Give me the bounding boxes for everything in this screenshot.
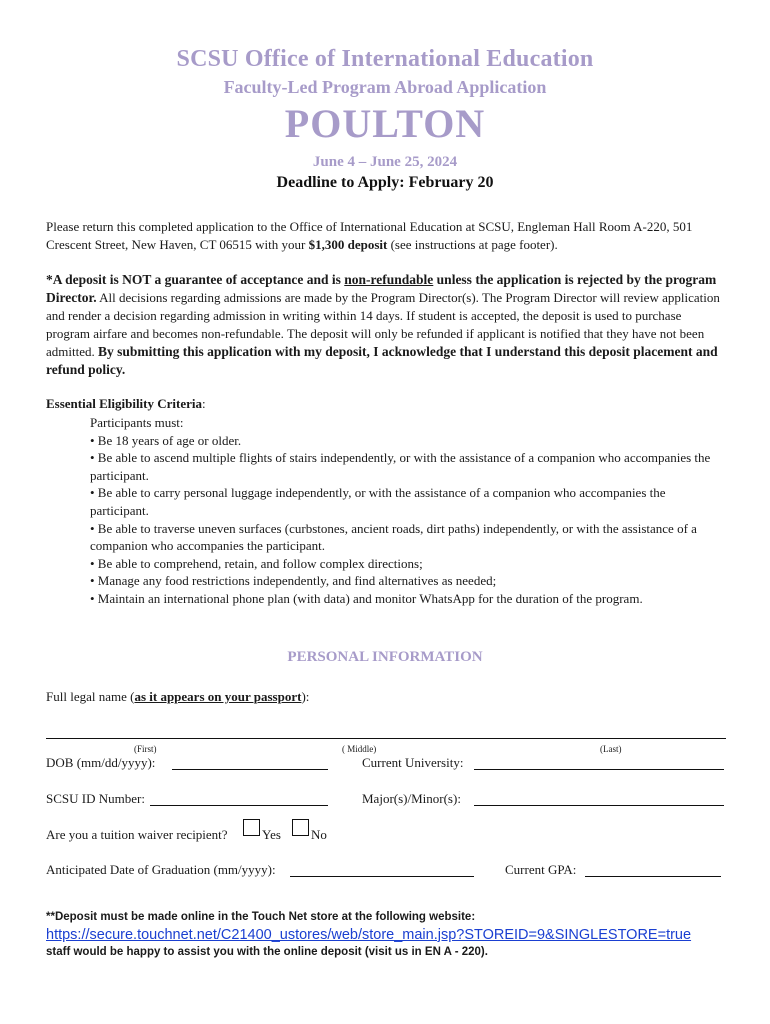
list-item: • Maintain an international phone plan (with data) and monitor WhatsApp for the duration of the program. <box>90 590 643 606</box>
graduation-field[interactable] <box>290 876 474 877</box>
waiver-yes-checkbox[interactable] <box>243 819 260 836</box>
list-item: • Be able to ascend multiple flights of stairs independently, or with the assistance of a companion who accompanies the participant. <box>90 450 711 483</box>
touchnet-store-link[interactable]: https://secure.touchnet.net/C21400_ustores/web/store_main.jsp?STOREID=9&SINGLESTORE=true <box>46 927 692 943</box>
scsu-id-label: SCSU ID Number: <box>46 791 145 806</box>
deposit-amount: $1,300 deposit <box>308 237 388 252</box>
gpa-field[interactable] <box>585 876 721 877</box>
major-field[interactable] <box>474 805 724 806</box>
policy-bold-mid: unless the application is rejected by the program Director. <box>46 272 717 305</box>
deposit-assistance-note: staff would be happy to assist you with the online deposit (visit us in EN A - 220). <box>46 946 488 958</box>
policy-body: All decisions regarding admissions are made by the Program Director(s). The Program Director will review application and render a decision regarding admission in writing within 14 days. If student is accepted, the deposit is used to purchase program airfare and becomes non-refundable. The deposit will only be refunded if applicant is notified that they have not been admitted. <box>46 290 720 359</box>
deposit-instructions: **Deposit must be made online in the Touch Net store at the following website: <box>46 911 476 923</box>
intro-text: Please return this completed application to the Office of International Education at SCSU, Engleman Hall Room A-220, 501 Crescent Street, New Haven, CT 06515 with your <box>46 219 693 252</box>
program-subtitle: Faculty-Led Program Abroad Application <box>223 77 547 97</box>
list-item: • Be able to traverse uneven surfaces (curbstones, ancient roads, dirt paths) independently, or with the assistance of a companion who accompanies the participant. <box>90 520 697 554</box>
fullname-label <box>46 689 309 705</box>
program-name: POULTON <box>284 101 486 146</box>
fullname-label-pre: Full legal name ( <box>46 689 135 704</box>
dob-field[interactable] <box>172 769 328 770</box>
waiver-yes-label: Yes <box>262 827 281 842</box>
list-item: • Manage any food restrictions independently, and find alternatives as needed; <box>90 573 497 589</box>
list-item: • Be able to comprehend, retain, and follow complex directions; <box>90 555 423 571</box>
intro-paragraph <box>46 218 726 254</box>
middle-name-caption: ( Middle) <box>342 744 377 754</box>
gpa-label: Current GPA: <box>505 862 577 877</box>
scsu-id-field[interactable] <box>150 805 328 806</box>
policy-bold-start: *A deposit is NOT a guarantee of acceptance and is <box>46 272 345 287</box>
list-item: • Be 18 years of age or older. <box>90 432 242 448</box>
waiver-label: Are you a tuition waiver recipient? <box>46 827 228 842</box>
university-field[interactable] <box>474 769 724 770</box>
eligibility-list <box>90 414 726 608</box>
waiver-no-checkbox[interactable] <box>292 819 309 836</box>
personal-info-heading: PERSONAL INFORMATION <box>287 649 483 665</box>
program-dates: June 4 – June 25, 2024 <box>312 154 458 170</box>
waiver-no-label: No <box>311 827 327 842</box>
list-item: • Be able to carry personal luggage independently, or with the assistance of a companion who accompanies the participant. <box>90 485 666 518</box>
policy-non-refundable: non-refundable <box>344 272 434 287</box>
office-title: SCSU Office of International Education <box>176 46 594 72</box>
fullname-label-post: ): <box>301 689 310 704</box>
graduation-label: Anticipated Date of Graduation (mm/yyyy): <box>46 862 276 877</box>
dob-label: DOB (mm/dd/yyyy): <box>46 755 156 770</box>
university-label: Current University: <box>362 755 464 770</box>
intro-text-end: (see instructions at page footer). <box>387 237 558 252</box>
eligibility-title-text: Essential Eligibility Criteria <box>46 396 202 411</box>
major-label: Major(s)/Minor(s): <box>362 791 461 806</box>
last-name-caption: (Last) <box>600 744 622 754</box>
deposit-policy <box>46 271 726 379</box>
deadline: Deadline to Apply: February 20 <box>276 174 494 191</box>
fullname-field[interactable] <box>46 738 726 739</box>
eligibility-title <box>46 396 206 412</box>
eligibility-intro: Participants must: <box>90 415 184 430</box>
first-name-caption: (First) <box>134 744 157 754</box>
policy-acknowledgement: By submitting this application with my deposit, I acknowledge that I understand this deposit placement and refund policy. <box>46 344 718 377</box>
eligibility-title-colon: : <box>202 396 206 411</box>
fullname-label-emph: as it appears on your passport <box>134 689 302 704</box>
